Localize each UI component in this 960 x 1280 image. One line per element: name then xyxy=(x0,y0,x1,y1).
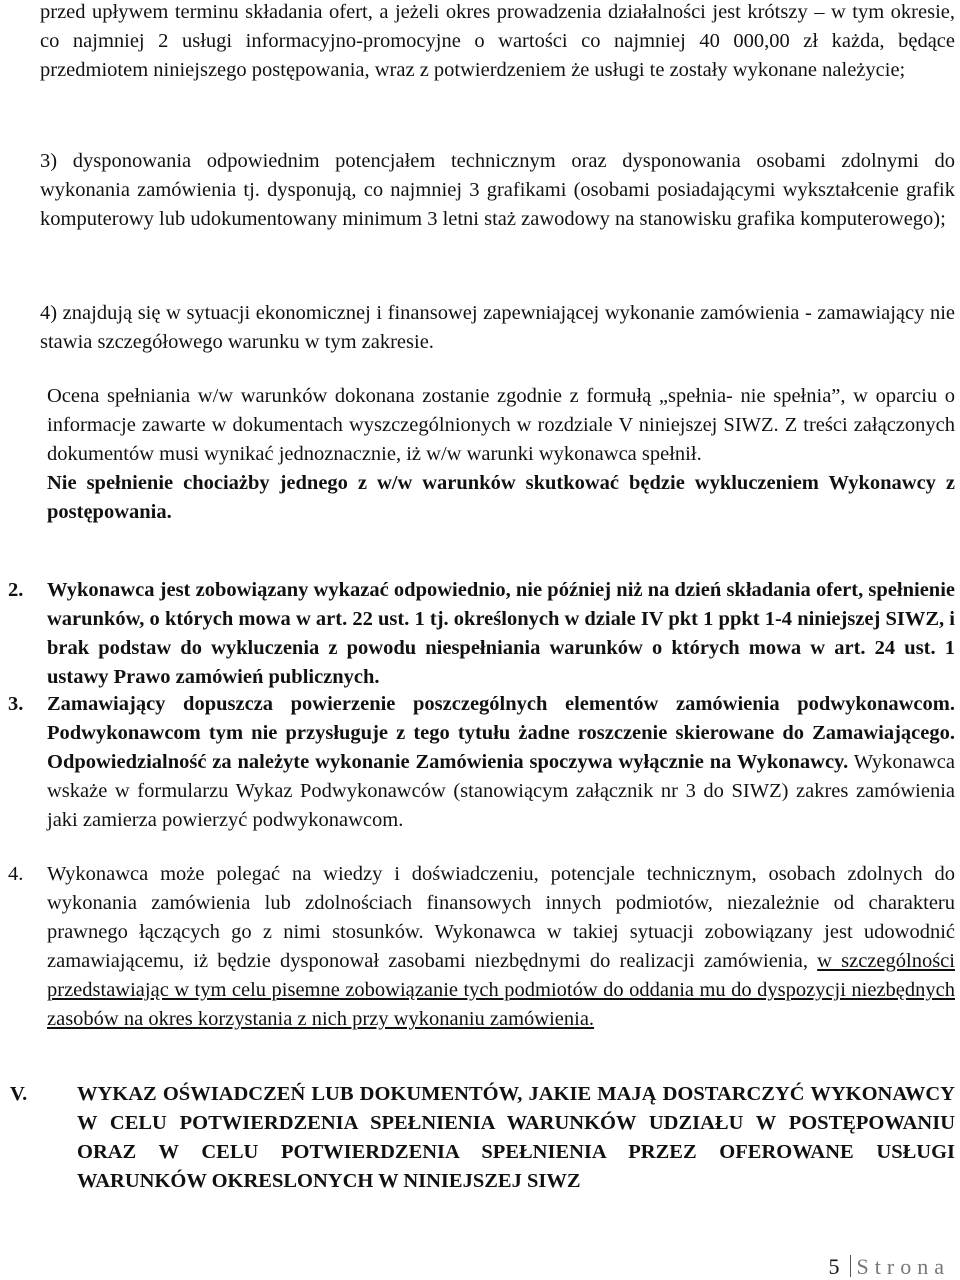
condition-4-text xyxy=(40,299,955,357)
point-4 xyxy=(8,860,955,1034)
point-4-normal-text: Wykonawca może polegać na wiedzy i doświadczeniu, potencjale technicznym, osobach zdolnych do wykonania zamówienia lub zdolnościach finansowych innych podmiotów, niezależnie od charakteru prawnego łączących go z nimi stosunków. Wykonawca w takiej sytuacji zobowiązany jest udowodnić zamawiającemu, iż będzie dysponował zasobami niezbędnymi do realizacji zamówienia, xyxy=(47,863,955,972)
condition-3-number: 3) xyxy=(40,150,58,172)
intro-paragraph: przed upływem terminu składania ofert, a jeżeli okres prowadzenia działalności jest krótszy – w tym okresie, co najmniej 2 usługi informacyjno-promocyjne o wartości co najmniej 40 000,00 zł każda, będące przedmiotem niniejszego postępowania, wraz z potwierdzeniem że usługi te zostały wykonane należycie; xyxy=(40,1,955,81)
condition-4-body: znajdują się w sytuacji ekonomicznej i finansowej zapewniającej wykonanie zamówienia - zamawiający nie stawia szczegółowego warunku w tym zakresie. xyxy=(40,302,956,353)
section-v-heading xyxy=(10,1080,955,1196)
point-3-bold-text: Zamawiający dopuszcza powierzenie poszczególnych elementów zamówienia podwykonawcom. Podwykonawcom tym nie przysługuje z tego tytułu żadne roszczenie skierowane do Zamawiającego. Odpowiedzialność za należyte wykonanie Zamówienia spoczywa wyłącznie na Wykonawcy. xyxy=(47,693,955,773)
condition-4 xyxy=(40,299,955,357)
section-title: WYKAZ OŚWIADCZEŃ LUB DOKUMENTÓW, JAKIE MAJĄ DOSTARCZYĆ WYKONAWCY W CELU POTWIERDZENIA SPEŁNIENIA WARUNKÓW UDZIAŁU W POSTĘPOWANIU ORAZ W CELU POTWIERDZENIA SPEŁNIENIA PRZEZ OFEROWANE USŁUGI WARUNKÓW OKRESLONYCH W NINIEJSZEJ SIWZ xyxy=(77,1083,955,1192)
point-4-underlined-text: w szczególności przedstawiając w tym celu pisemne zobowiązanie tych podmiotów do oddania mu do dyspozycji niezbędnych zasobów na okres korzystania z nich przy wykonaniu zamówienia. xyxy=(47,950,955,1030)
point-2 xyxy=(8,576,955,692)
page-label: Strona xyxy=(856,1254,950,1279)
point-4-text xyxy=(47,860,955,1034)
page-footer xyxy=(829,1254,950,1280)
point-3-normal-text: Wykonawca wskaże w formularzu Wykaz Podwykonawców (stanowiącym załącznik nr 3 do SIWZ) zakres zamówienia jaki zamierza powierzyć podwykonawcom. xyxy=(47,751,955,831)
point-2-text: Wykonawca jest zobowiązany wykazać odpowiednio, nie później niż na dzień składania ofert, spełnienie warunków, o których mowa w art. 22 ust. 1 tj. określonych w dziale IV pkt 1 ppkt 1-4 niniejszej SIWZ, i brak podstaw do wykluczenia z powodu niespełniania warunków o których mowa w art. 24 ust. 1 ustawy Prawo zamówień publicznych. xyxy=(47,579,955,688)
point-3-text xyxy=(47,690,955,835)
condition-3 xyxy=(40,147,955,234)
assessment-paragraph: Ocena spełniania w/w warunków dokonana zostanie zgodnie z formułą „spełnia- nie spełnia”, w oparciu o informacje zawarte w dokumentach wyszczególnionych w rozdziale V niniejszej SIWZ. Z treści załączonych dokumentów musi wynikać jednoznacznie, iż w/w warunki wykonawca spełnił. xyxy=(47,385,955,465)
condition-3-text xyxy=(40,147,955,234)
point-2-number: 2. xyxy=(8,579,24,601)
assessment-block xyxy=(47,382,955,527)
condition-3-body: dysponowania odpowiednim potencjałem technicznym oraz dysponowania osobami zdolnymi do wykonania zamówienia tj. dysponują, co najmniej 3 grafikami (osobami posiadającymi wykształcenie grafik komputerowy lub udokumentowany minimum 3 letni staż zawodowy na stanowisku grafika komputerowego); xyxy=(40,150,955,230)
exclusion-warning: Nie spełnienie chociażby jednego z w/w warunków skutkować będzie wykluczeniem Wykonawcy z postępowania. xyxy=(47,472,955,523)
point-3 xyxy=(8,690,955,835)
point-4-number: 4. xyxy=(8,863,24,885)
condition-4-number: 4) xyxy=(40,302,58,324)
point-3-number: 3. xyxy=(8,693,24,715)
footer-divider xyxy=(850,1255,851,1277)
page-number: 5 xyxy=(828,1254,840,1279)
section-number: V. xyxy=(10,1083,28,1105)
